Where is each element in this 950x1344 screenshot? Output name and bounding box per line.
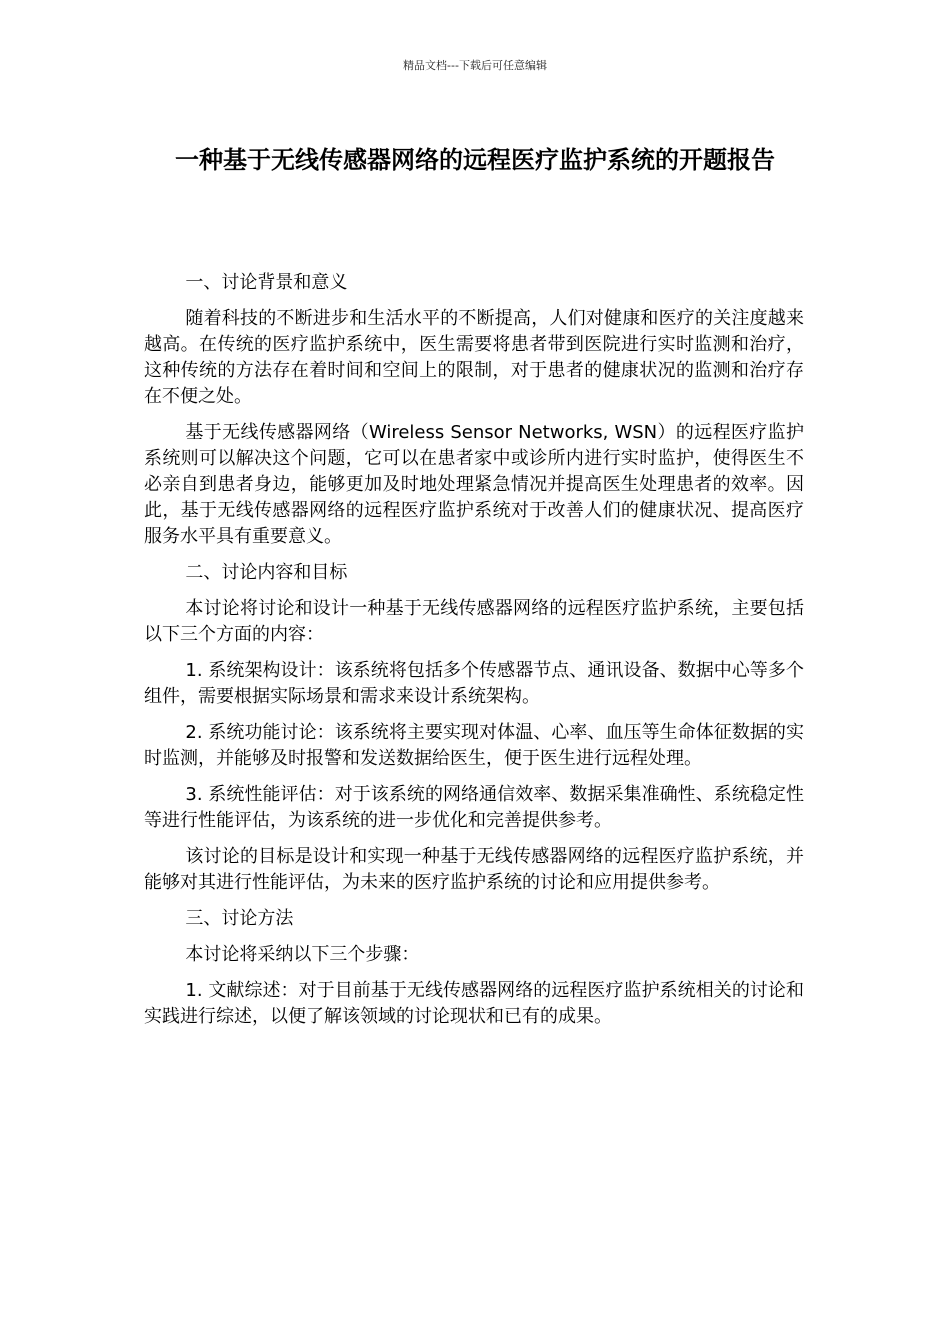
section-heading-content: 二、讨论内容和目标 <box>185 562 348 583</box>
document-title: 一种基于无线传感器网络的远程医疗监护系统的开题报告 <box>175 146 775 174</box>
section-heading-background: 一、讨论背景和意义 <box>185 272 348 293</box>
list-item-architecture: 1. 系统架构设计：该系统将包括多个传感器节点、通讯设备、数据中心等多个组件，需要根据实际场景和需求来设计系统架构。 <box>144 660 804 707</box>
paragraph-background-2: 基于无线传感器网络（Wireless Sensor Networks, WSN）的远程医疗监护系统则可以解决这个问题，它可以在患者家中或诊所内进行实时监护，使得医生不必亲自到患者身边，能够更加及时地处理紧急情况并提高医生处理患者的效率。因此，基于无线传感器网络的远程医疗监护系统对于改善人们的健康状况、提高医疗服务水平具有重要意义。 <box>144 422 804 547</box>
paragraph-method-intro: 本讨论将采纳以下三个步骤： <box>185 944 420 965</box>
paragraph-goal: 该讨论的目标是设计和实现一种基于无线传感器网络的远程医疗监护系统，并能够对其进行性能评估，为未来的医疗监护系统的讨论和应用提供参考。 <box>144 846 804 893</box>
paragraph-content-intro: 本讨论将讨论和设计一种基于无线传感器网络的远程医疗监护系统，主要包括以下三个方面的内容： <box>144 598 804 645</box>
paragraph-background-1: 随着科技的不断进步和生活水平的不断提高，人们对健康和医疗的关注度越来越高。在传统的医疗监护系统中，医生需要将患者带到医院进行实时监测和治疗，这种传统的方法存在着时间和空间上的限制，对于患者的健康状况的监测和治疗存在不便之处。 <box>144 308 804 407</box>
section-heading-method: 三、讨论方法 <box>185 908 294 929</box>
document-body <box>144 270 804 1040</box>
list-item-performance: 3. 系统性能评估：对于该系统的网络通信效率、数据采集准确性、系统稳定性等进行性能评估，为该系统的进一步优化和完善提供参考。 <box>144 784 804 831</box>
page-header: 精品文档---下载后可任意编辑 <box>403 59 547 72</box>
list-item-functions: 2. 系统功能讨论：该系统将主要实现对体温、心率、血压等生命体征数据的实时监测，并能够及时报警和发送数据给医生，便于医生进行远程处理。 <box>144 722 804 769</box>
list-item-literature-review: 1. 文献综述：对于目前基于无线传感器网络的远程医疗监护系统相关的讨论和实践进行综述，以便了解该领域的讨论现状和已有的成果。 <box>144 980 804 1027</box>
